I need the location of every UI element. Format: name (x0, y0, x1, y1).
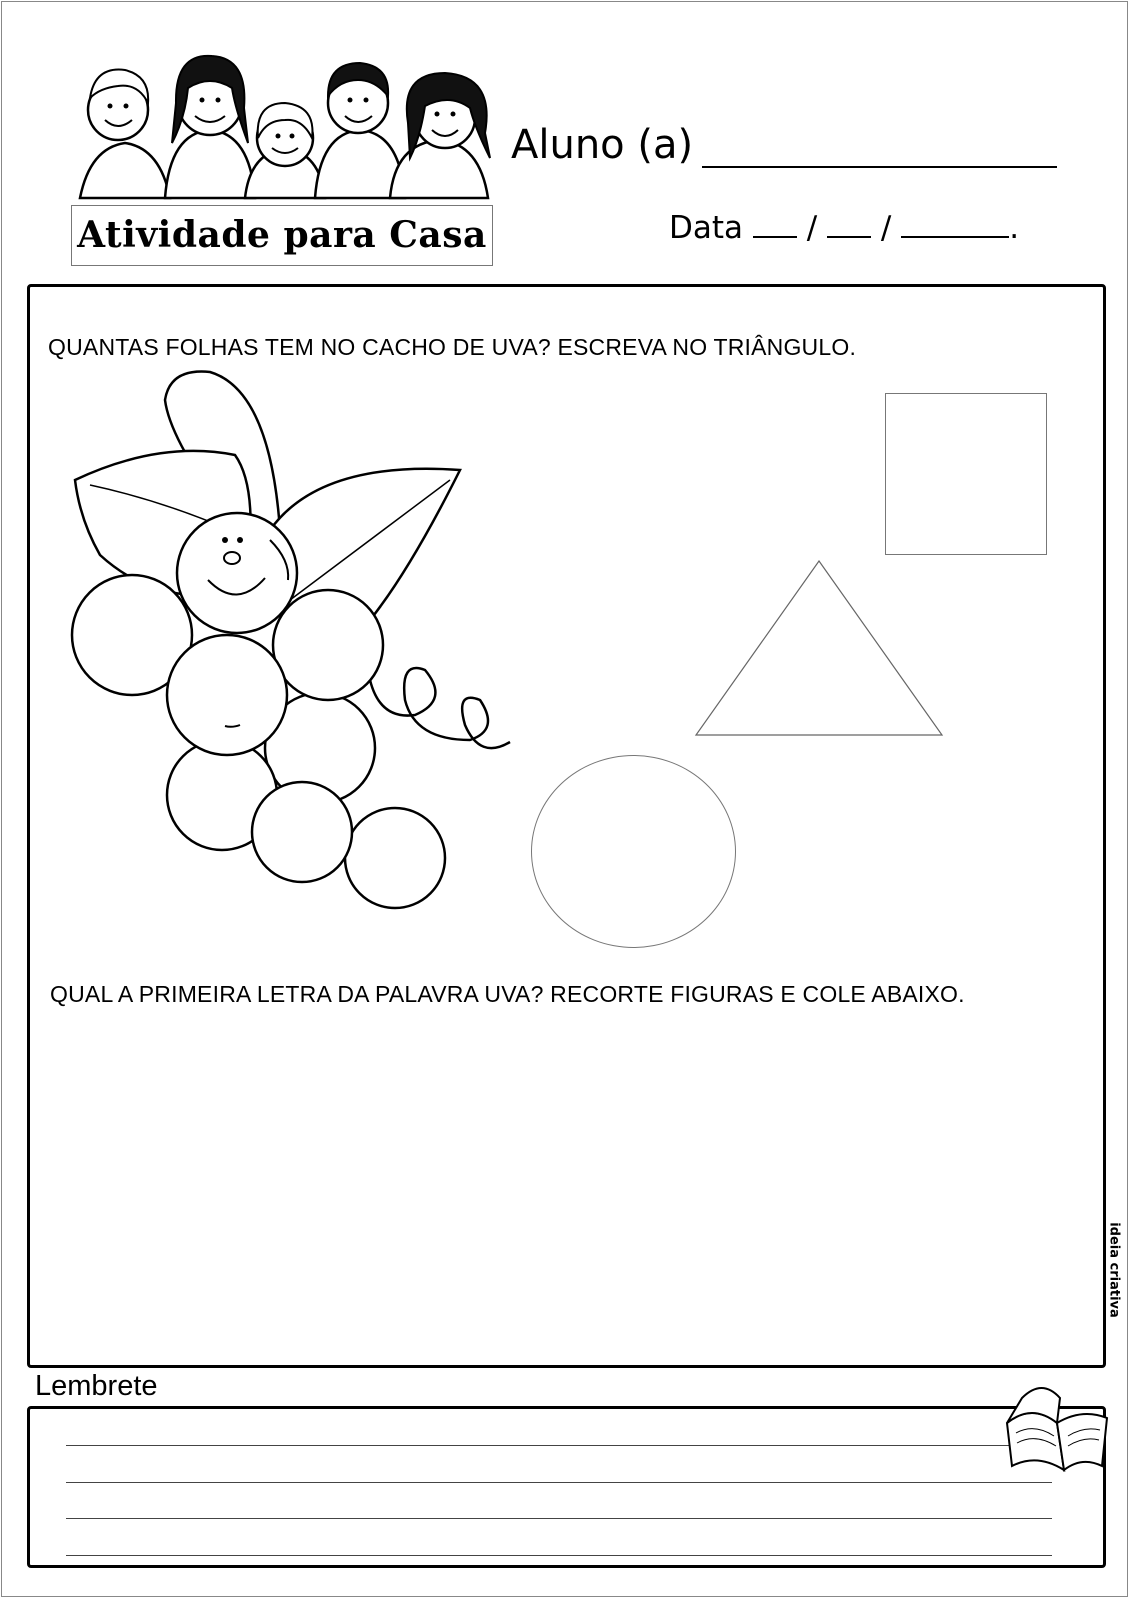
watermark (1104, 1210, 1124, 1330)
date-label: Data (669, 210, 744, 246)
open-book-icon (1002, 1378, 1112, 1473)
date-separator: / (880, 210, 892, 246)
reminder-label: Lembrete (35, 1370, 158, 1402)
date-separator: / (806, 210, 818, 246)
question-2: QUAL A PRIMEIRA LETRA DA PALAVRA UVA? RECORTE FIGURAS E COLE ABAIXO. (50, 981, 965, 1007)
circle-shape (531, 755, 736, 948)
student-name-field[interactable] (702, 166, 1057, 168)
date-end: . (1009, 210, 1020, 246)
watermark-text: ideia criativa (1106, 1222, 1122, 1318)
grape-bunch-illustration (70, 370, 530, 940)
date-day-field[interactable] (753, 235, 797, 238)
square-shape (885, 393, 1047, 555)
date-row (669, 210, 1019, 246)
student-label: Aluno (a) (511, 122, 694, 168)
banner-title: Atividade para Casa (77, 214, 487, 256)
reminder-line[interactable] (66, 1445, 1052, 1446)
banner (71, 205, 493, 266)
question-1: QUANTAS FOLHAS TEM NO CACHO DE UVA? ESCREVA NO TRIÂNGULO. (48, 334, 857, 360)
reminder-line[interactable] (66, 1518, 1052, 1519)
date-month-field[interactable] (827, 235, 871, 238)
reminder-box (27, 1406, 1106, 1568)
triangle-answer-shape[interactable] (694, 560, 944, 736)
reminder-line[interactable] (66, 1482, 1052, 1483)
children-group-illustration (70, 48, 500, 208)
date-year-field[interactable] (901, 235, 1009, 238)
reminder-line[interactable] (66, 1555, 1052, 1556)
